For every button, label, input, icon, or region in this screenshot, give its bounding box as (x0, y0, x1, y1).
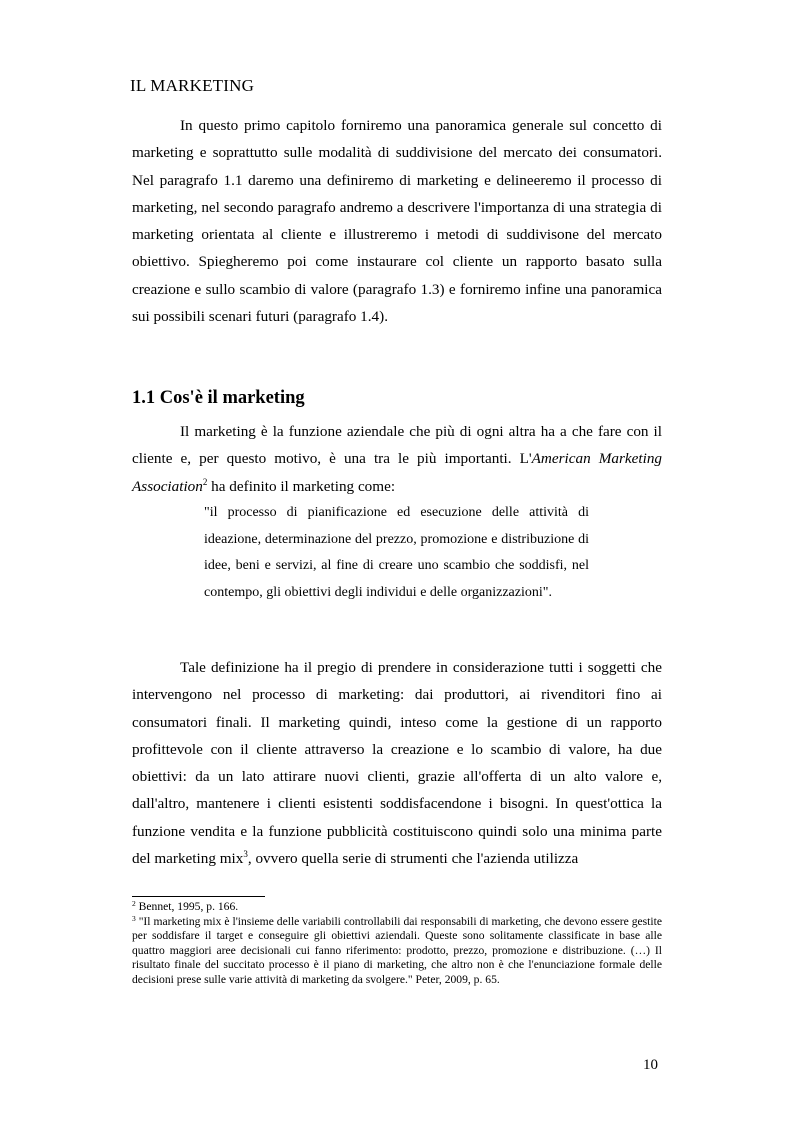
footnote-separator (132, 896, 265, 897)
organization-name: American Marketing Association (132, 450, 663, 495)
page-number: 10 (643, 1057, 658, 1073)
footnote-text: "Il marketing mix è l'insieme delle variabili controllabili dai responsabili di marketing, che devono essere gestite per soddisfare il target e conseguire gli obiettivi aziendali. Queste sono solitamente classificate in base alle quattro maggiori aree decisionali cui fanno riferimento: prodotto, prezzo, promozione e distribuzione. (…) Il risultato finale del succitato processo è il piano di marketing, che altro non è che l'enunciazione formale delle decisioni prese sulle varie attività di marketing da svolgere." Peter, 2009, p. 65. (132, 914, 662, 986)
footnote-text: Bennet, 1995, p. 166. (135, 900, 239, 913)
definition-text-tail: ha definito il marketing come: (207, 477, 396, 495)
footnotes (132, 900, 662, 988)
body-text: Tale definizione ha il pregio di prendere in considerazione tutti i soggetti che intervengono nel processo di marketing: dai produttori, ai rivenditori fino ai consumatori finali. Il marketing quindi, inteso come la gestione di un rapporto profittevole con il cliente attraverso la creazione e lo scambio di valore, ha due obiettivi: da un lato attirare nuovi clienti, grazie all'offerta di un alto valore e, dall'altro, mantenere i clienti esistenti soddisfacendone i bisogni. In quest'ottica la funzione vendita e la funzione pubblicità costituiscono quindi solo una minima parte del marketing mix (132, 659, 662, 868)
definition-text: Il marketing è la funzione aziendale che più di ogni altra ha a che fare con il cliente e, per questo motivo, è una tra le più importanti. L' (132, 423, 662, 468)
section-heading: 1.1 Cos'è il marketing (132, 388, 305, 408)
footnote-number: 2 (132, 899, 136, 908)
footnote-number: 3 (132, 913, 136, 923)
footnote (132, 900, 662, 915)
block-quote: "il processo di pianificazione ed esecuzione delle attività di ideazione, determinazione del prezzo, promozione e distribuzione di idee, beni e servizi, al fine di creare uno scambio che soddisfi, nel contempo, gli obiettivi degli individui e delle organizzazioni". (204, 505, 589, 600)
footnote-ref-2: 2 (202, 476, 208, 487)
footnote-ref-3: 3 (243, 849, 248, 860)
body-text-tail: , ovvero quella serie di strumenti che l'azienda utilizza (247, 850, 579, 868)
footnote (132, 915, 662, 988)
chapter-title: IL MARKETING (130, 76, 255, 95)
body-paragraph (132, 654, 662, 872)
intro-paragraph: In questo primo capitolo forniremo una panoramica generale sul concetto di marketing e soprattutto sulle modalità di suddivisione del mercato dei consumatori. Nel paragrafo 1.1 daremo una definiremo di marketing e delineeremo il processo di marketing, nel secondo paragrafo andremo a descrivere l'importanza di una strategia di marketing orientata al cliente e illustreremo i metodi di suddivisone del mercato obiettivo. Spiegheremo poi come instaurare col cliente un rapporto basato sulla creazione e sullo scambio di valore (paragrafo 1.3) e forniremo infine una panoramica sui possibili scenari futuri (paragrafo 1.4). (132, 117, 662, 326)
definition-paragraph (132, 418, 662, 500)
